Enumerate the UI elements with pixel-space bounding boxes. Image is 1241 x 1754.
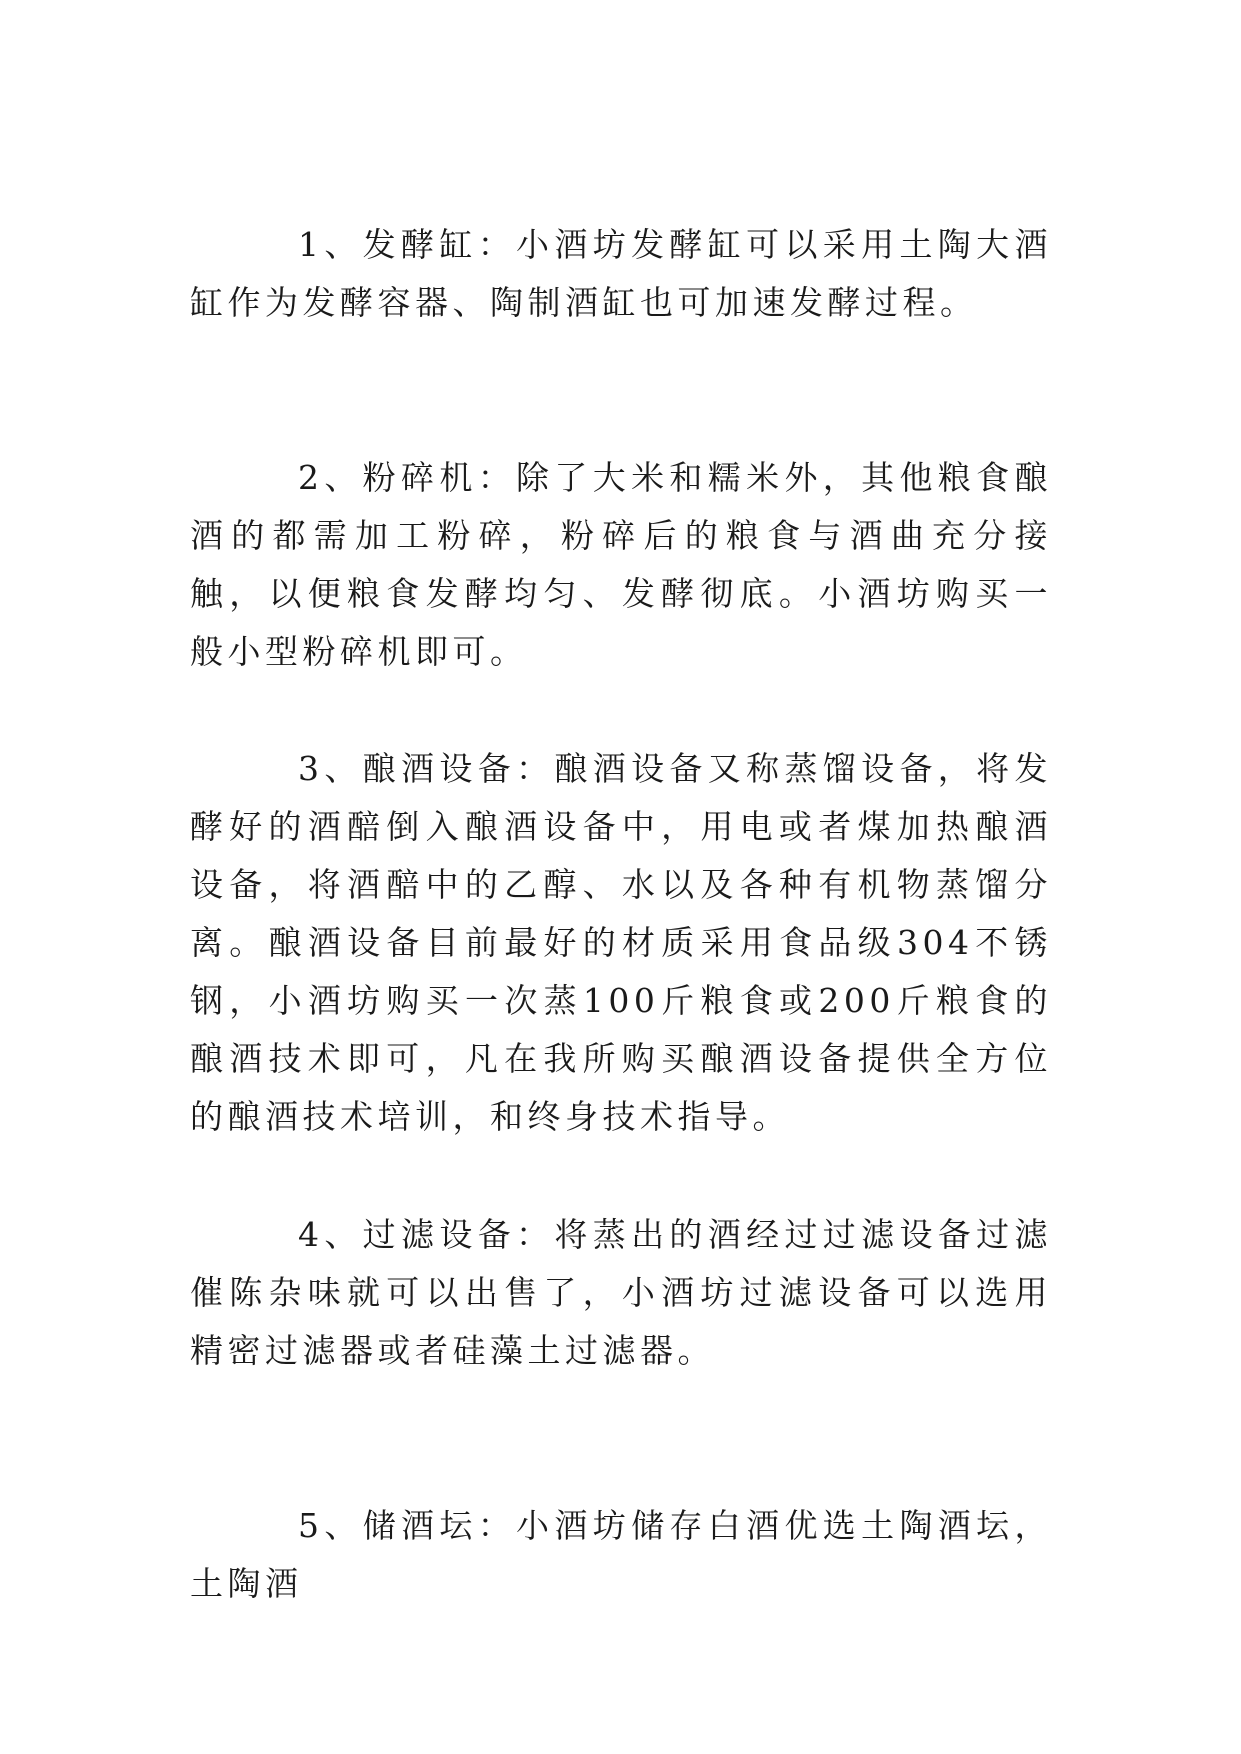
- paragraph-fermentation-vat: 1、发酵缸：小酒坊发酵缸可以采用土陶大酒缸作为发酵容器、陶制酒缸也可加速发酵过程。: [190, 225, 1052, 322]
- paragraph-storage-jar: 5、储酒坛：小酒坊储存白酒优选土陶酒坛，土陶酒: [190, 1506, 1052, 1603]
- paragraph-grinder: 2、粉碎机：除了大米和糯米外，其他粮食酿酒的都需加工粉碎，粉碎后的粮食与酒曲充分接触，以便粮食发酵均匀、发酵彻底。小酒坊购买一般小型粉碎机即可。: [190, 458, 1052, 671]
- paragraph-brewing-equipment: 3、酿酒设备：酿酒设备又称蒸馏设备，将发酵好的酒醅倒入酿酒设备中，用电或者煤加热酿酒设备，将酒醅中的乙醇、水以及各种有机物蒸馏分离。酿酒设备目前最好的材质采用食品级304不锈钢，小酒坊购买一次蒸100斤粮食或200斤粮食的酿酒技术即可，凡在我所购买酿酒设备提供全方位的酿酒技术培训，和终身技术指导。: [190, 749, 1052, 1136]
- paragraph-filter-equipment: 4、过滤设备：将蒸出的酒经过过滤设备过滤催陈杂味就可以出售了，小酒坊过滤设备可以选用精密过滤器或者硅藻土过滤器。: [190, 1215, 1052, 1370]
